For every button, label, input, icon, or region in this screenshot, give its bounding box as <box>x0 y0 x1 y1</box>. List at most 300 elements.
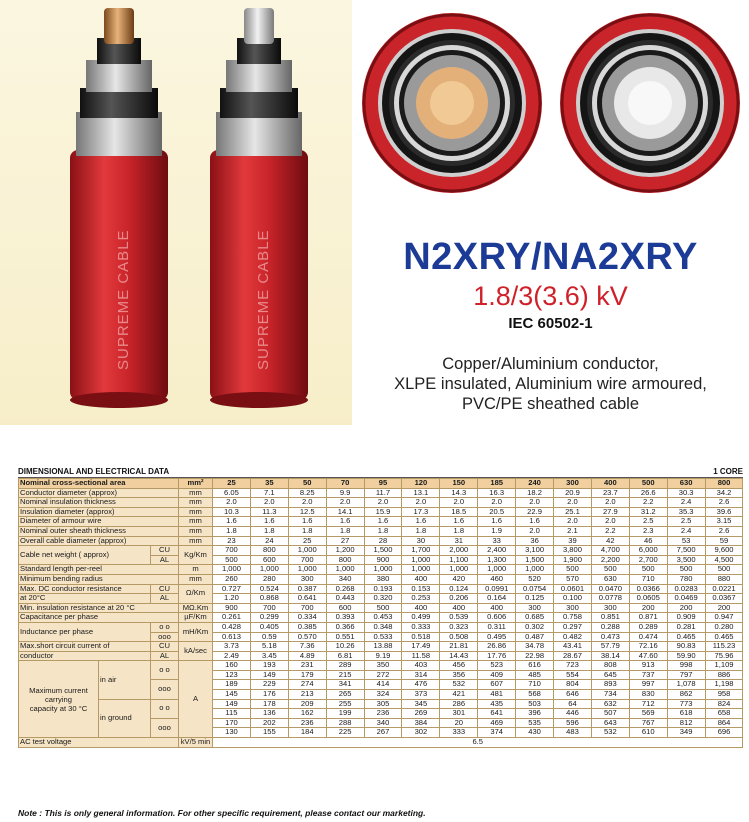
value-cell: 780 <box>667 574 705 584</box>
value-cell: 862 <box>667 690 705 700</box>
value-cell: 800 <box>250 546 288 556</box>
value-cell: 155 <box>250 728 288 738</box>
value-cell: 149 <box>250 670 288 680</box>
row-label: Nominal cross-sectional area <box>19 479 179 489</box>
size-header-cell: 150 <box>440 479 478 489</box>
unit-cell: m <box>179 565 213 575</box>
value-cell: 997 <box>629 680 667 690</box>
value-cell: 481 <box>478 690 516 700</box>
value-cell: 456 <box>440 661 478 671</box>
value-cell: 773 <box>667 699 705 709</box>
value-cell: 1.9 <box>478 526 516 536</box>
product-standard: IEC 60502-1 <box>508 315 593 332</box>
value-cell: 2.0 <box>591 517 629 527</box>
value-cell: 485 <box>516 670 554 680</box>
value-cell: 9.19 <box>364 651 402 661</box>
row-label: Inductance per phase <box>19 622 151 641</box>
value-cell: 59 <box>705 536 743 546</box>
value-cell: 2.0 <box>591 498 629 508</box>
row-label: Conductor diameter (approx) <box>19 488 179 498</box>
value-cell: 14.1 <box>326 507 364 517</box>
value-cell: 400 <box>478 603 516 613</box>
cable-photo-panel <box>0 0 352 425</box>
value-cell: 28.67 <box>554 651 592 661</box>
value-cell: 767 <box>629 718 667 728</box>
value-cell: 0.606 <box>478 613 516 623</box>
value-cell: 64 <box>554 699 592 709</box>
value-cell: 403 <box>402 661 440 671</box>
description-line: Copper/Aluminium conductor, <box>442 355 659 373</box>
value-cell: 0.288 <box>591 622 629 632</box>
value-cell: 523 <box>478 661 516 671</box>
copper-cross-section <box>362 13 542 193</box>
value-cell: 1,300 <box>478 555 516 565</box>
size-header-cell: 800 <box>705 479 743 489</box>
value-cell: 880 <box>705 574 743 584</box>
value-cell: 0.206 <box>440 594 478 604</box>
unit-cell: mm <box>179 574 213 584</box>
value-cell: 0.0366 <box>629 584 667 594</box>
value-cell: 2.4 <box>667 498 705 508</box>
value-cell: 0.393 <box>326 613 364 623</box>
value-cell: 532 <box>440 680 478 690</box>
value-cell: 149 <box>213 699 251 709</box>
value-cell: 1.6 <box>440 517 478 527</box>
value-cell: 35.3 <box>667 507 705 517</box>
value-cell: 900 <box>213 603 251 613</box>
value-cell: 2.0 <box>250 498 288 508</box>
value-cell: 700 <box>288 603 326 613</box>
value-cell: 658 <box>705 709 743 719</box>
value-cell: 59.90 <box>667 651 705 661</box>
value-cell: 115.23 <box>705 642 743 652</box>
value-cell: 213 <box>288 690 326 700</box>
value-cell: 2.0 <box>326 498 364 508</box>
value-cell: 333 <box>440 728 478 738</box>
value-cell: 3.73 <box>213 642 251 652</box>
value-cell: 0.311 <box>478 622 516 632</box>
value-cell: 31.2 <box>629 507 667 517</box>
value-cell: 115 <box>213 709 251 719</box>
formation-flat-icon: o o <box>151 622 179 632</box>
value-cell: 2.0 <box>402 498 440 508</box>
value-cell: 123 <box>213 670 251 680</box>
value-cell: 136 <box>250 709 288 719</box>
value-cell: 17.76 <box>478 651 516 661</box>
table-row <box>19 546 743 556</box>
value-cell: 2.49 <box>213 651 251 661</box>
value-cell: 272 <box>364 670 402 680</box>
table-row <box>19 661 743 671</box>
value-cell: 808 <box>591 661 629 671</box>
value-cell: 200 <box>705 603 743 613</box>
value-cell: 800 <box>326 555 364 565</box>
value-cell: 14.3 <box>440 488 478 498</box>
value-cell: 1,000 <box>364 565 402 575</box>
value-cell: 0.641 <box>288 594 326 604</box>
value-cell: 193 <box>250 661 288 671</box>
product-title-block <box>352 235 749 414</box>
value-cell: 500 <box>213 555 251 565</box>
value-cell: 0.297 <box>554 622 592 632</box>
table-row <box>19 622 743 632</box>
value-cell: 229 <box>250 680 288 690</box>
size-header-cell: 240 <box>516 479 554 489</box>
value-cell: 22.9 <box>516 507 554 517</box>
row-label: Min. insulation resistance at 20 °C <box>19 603 179 613</box>
value-cell: 600 <box>250 555 288 565</box>
value-cell: 17.49 <box>402 642 440 652</box>
value-cell: 0.0283 <box>667 584 705 594</box>
value-cell: 2.2 <box>629 498 667 508</box>
value-cell: 824 <box>705 699 743 709</box>
value-cell: 500 <box>705 565 743 575</box>
value-cell: 0.193 <box>364 584 402 594</box>
value-cell: 3,800 <box>554 546 592 556</box>
value-cell: 0.59 <box>250 632 288 642</box>
value-cell: 1.6 <box>288 517 326 527</box>
value-cell: 0.868 <box>250 594 288 604</box>
value-cell: 2.4 <box>667 526 705 536</box>
value-cell: 9.9 <box>326 488 364 498</box>
value-cell: 400 <box>402 574 440 584</box>
value-cell: 0.758 <box>554 613 592 623</box>
material-cell: AL <box>151 594 179 604</box>
value-cell: 1,000 <box>213 565 251 575</box>
value-cell: 1,000 <box>516 565 554 575</box>
value-cell: 0.0470 <box>591 584 629 594</box>
value-cell: 340 <box>364 718 402 728</box>
value-cell: 0.495 <box>478 632 516 642</box>
value-cell: 26.6 <box>629 488 667 498</box>
value-cell: 27 <box>326 536 364 546</box>
value-cell: 324 <box>364 690 402 700</box>
size-header-cell: 120 <box>402 479 440 489</box>
value-cell: 469 <box>478 718 516 728</box>
value-cell: 12.5 <box>288 507 326 517</box>
value-cell: 236 <box>288 718 326 728</box>
value-cell: 2.0 <box>364 498 402 508</box>
value-cell: 0.428 <box>213 622 251 632</box>
aluminium-cable-figure <box>210 8 308 408</box>
value-cell: 0.727 <box>213 584 251 594</box>
value-cell: 0.385 <box>288 622 326 632</box>
unit-cell: MΩ.Km <box>179 603 213 613</box>
value-cell: 421 <box>440 690 478 700</box>
value-cell: 0.551 <box>326 632 364 642</box>
value-cell: 1.8 <box>440 526 478 536</box>
cross-section-illustrations <box>352 0 749 230</box>
value-cell: 7.1 <box>250 488 288 498</box>
unit-cell: kA/sec <box>179 642 213 661</box>
value-cell: 225 <box>326 728 364 738</box>
value-cell: 507 <box>591 709 629 719</box>
value-cell: 200 <box>629 603 667 613</box>
formation-flat-icon: o o <box>151 661 179 680</box>
value-cell: 2,400 <box>478 546 516 556</box>
description-line: PVC/PE sheathed cable <box>461 395 640 413</box>
value-cell: 2.0 <box>516 526 554 536</box>
value-cell: 734 <box>591 690 629 700</box>
size-header-cell: 500 <box>629 479 667 489</box>
value-cell: 1,100 <box>440 555 478 565</box>
value-cell: 0.0601 <box>554 584 592 594</box>
value-cell: 2.6 <box>705 498 743 508</box>
value-cell: 0.499 <box>402 613 440 623</box>
value-cell: 6.81 <box>326 651 364 661</box>
value-cell: 36 <box>516 536 554 546</box>
value-cell: 21.81 <box>440 642 478 652</box>
value-cell: 696 <box>705 728 743 738</box>
value-cell: 269 <box>402 709 440 719</box>
formation-trefoil-icon: ooo <box>151 632 179 642</box>
unit-cell: mm <box>179 507 213 517</box>
value-cell: 0.851 <box>591 613 629 623</box>
value-cell: 569 <box>629 709 667 719</box>
unit-cell: mm <box>179 536 213 546</box>
value-cell: 893 <box>591 680 629 690</box>
size-header-cell: 630 <box>667 479 705 489</box>
value-cell: 13.1 <box>402 488 440 498</box>
value-cell: 10.3 <box>213 507 251 517</box>
row-label: Insulation diameter (approx) <box>19 507 179 517</box>
value-cell: 1.6 <box>250 517 288 527</box>
value-cell: 0.348 <box>364 622 402 632</box>
unit-cell: mH/Km <box>179 622 213 641</box>
row-label: at 20°C <box>19 594 151 604</box>
size-header-cell: 400 <box>591 479 629 489</box>
value-cell: 1,500 <box>364 546 402 556</box>
value-cell: 1,200 <box>326 546 364 556</box>
value-cell: 1.8 <box>213 526 251 536</box>
value-cell: 265 <box>326 690 364 700</box>
value-cell: 11.3 <box>250 507 288 517</box>
value-cell: 500 <box>591 565 629 575</box>
value-cell: 998 <box>667 661 705 671</box>
value-cell: 289 <box>326 661 364 671</box>
value-cell: 632 <box>591 699 629 709</box>
row-label: Max.short circuit current of <box>19 642 151 652</box>
value-cell: 0.0367 <box>705 594 743 604</box>
value-cell: 710 <box>629 574 667 584</box>
value-cell: 1,000 <box>250 565 288 575</box>
table-row <box>19 574 743 584</box>
row-label: AC test voltage <box>19 738 179 748</box>
value-cell: 0.333 <box>402 622 440 632</box>
value-cell: 476 <box>402 680 440 690</box>
value-cell: 0.465 <box>705 632 743 642</box>
value-cell: 0.323 <box>440 622 478 632</box>
value-cell: 90.83 <box>667 642 705 652</box>
value-cell: 0.473 <box>591 632 629 642</box>
value-cell: 200 <box>667 603 705 613</box>
value-cell: 700 <box>288 555 326 565</box>
value-cell: 0.320 <box>364 594 402 604</box>
material-cell: CU <box>151 584 179 594</box>
value-cell: 373 <box>402 690 440 700</box>
value-cell: 500 <box>629 565 667 575</box>
install-condition-label: in ground <box>99 699 151 737</box>
footnote: Note : This is only general information. For other specific requirement, please contact our marketing. <box>18 808 426 818</box>
material-cell: CU <box>151 546 179 556</box>
value-cell: 0.387 <box>288 584 326 594</box>
value-cell: 2,200 <box>591 555 629 565</box>
value-cell: 28 <box>364 536 402 546</box>
product-description <box>352 354 749 414</box>
value-cell: 0.474 <box>629 632 667 642</box>
capacity-label-line: Maximum current <box>29 685 88 695</box>
value-cell: 2.2 <box>591 526 629 536</box>
value-cell: 0.281 <box>667 622 705 632</box>
row-label: Max. DC conductor resistance <box>19 584 151 594</box>
value-cell: 26.86 <box>478 642 516 652</box>
value-cell: 0.613 <box>213 632 251 642</box>
row-label: conductor <box>19 651 151 661</box>
value-cell: 34.78 <box>516 642 554 652</box>
unit-cell: µF/Km <box>179 613 213 623</box>
value-cell: 2.0 <box>554 498 592 508</box>
value-cell: 500 <box>554 565 592 575</box>
value-cell: 797 <box>667 670 705 680</box>
value-cell: 24 <box>250 536 288 546</box>
row-label: Minimum bending radius <box>19 574 179 584</box>
value-cell: 25.1 <box>554 507 592 517</box>
cable-print-aluminium: SUPREME CABLE <box>255 229 272 370</box>
table-row <box>19 565 743 575</box>
value-cell: 2.3 <box>629 526 667 536</box>
value-cell: 33 <box>478 536 516 546</box>
value-cell: 4.89 <box>288 651 326 661</box>
value-cell: 162 <box>288 709 326 719</box>
value-cell: 25 <box>288 536 326 546</box>
value-cell: 0.124 <box>440 584 478 594</box>
value-cell: 600 <box>326 603 364 613</box>
aluminium-cross-section <box>560 13 740 193</box>
value-cell: 570 <box>554 574 592 584</box>
value-cell: 1.8 <box>402 526 440 536</box>
value-cell: 42 <box>591 536 629 546</box>
table-row <box>19 584 743 594</box>
table-row <box>19 651 743 661</box>
value-cell: 30 <box>402 536 440 546</box>
value-cell: 0.0754 <box>516 584 554 594</box>
value-cell: 20.9 <box>554 488 592 498</box>
value-cell: 0.0605 <box>629 594 667 604</box>
value-cell: 255 <box>326 699 364 709</box>
value-cell: 3.15 <box>705 517 743 527</box>
install-condition-label: in air <box>99 661 151 699</box>
row-label: Nominal insulation thickness <box>19 498 179 508</box>
row-label: Nominal outer sheath thickness <box>19 526 179 536</box>
value-cell: 15.9 <box>364 507 402 517</box>
value-cell: 0.487 <box>516 632 554 642</box>
value-cell: 23.7 <box>591 488 629 498</box>
value-cell: 414 <box>364 680 402 690</box>
value-cell: 616 <box>516 661 554 671</box>
value-cell: 700 <box>213 546 251 556</box>
value-cell: 0.100 <box>554 594 592 604</box>
table-row <box>19 526 743 536</box>
value-cell: 4,500 <box>705 555 743 565</box>
unit-cell: A <box>179 661 213 738</box>
capacity-label-line: capacity at 30 °C <box>29 703 88 713</box>
formation-flat-icon: o o <box>151 699 179 718</box>
table-row <box>19 738 743 748</box>
size-header-cell: 50 <box>288 479 326 489</box>
value-cell: 1,000 <box>478 565 516 575</box>
value-cell: 0.539 <box>440 613 478 623</box>
value-cell: 409 <box>478 670 516 680</box>
spec-table-header <box>18 466 743 478</box>
unit-cell: Kg/Km <box>179 546 213 565</box>
value-cell: 9,600 <box>705 546 743 556</box>
unit-cell: mm <box>179 498 213 508</box>
value-cell: 384 <box>402 718 440 728</box>
value-cell: 1,000 <box>402 565 440 575</box>
table-row <box>19 699 743 709</box>
value-cell: 1.6 <box>213 517 251 527</box>
value-cell: 2.0 <box>288 498 326 508</box>
value-cell: 4,700 <box>591 546 629 556</box>
value-cell: 286 <box>440 699 478 709</box>
value-cell: 5.18 <box>250 642 288 652</box>
value-cell: 0.508 <box>440 632 478 642</box>
value-cell: 53 <box>667 536 705 546</box>
value-cell: 176 <box>250 690 288 700</box>
value-cell: 0.405 <box>250 622 288 632</box>
value-cell: 6,000 <box>629 546 667 556</box>
value-cell: 1.8 <box>364 526 402 536</box>
value-cell: 8.25 <box>288 488 326 498</box>
value-cell: 460 <box>478 574 516 584</box>
value-cell: 0.685 <box>516 613 554 623</box>
value-cell: 356 <box>440 670 478 680</box>
value-cell: 420 <box>440 574 478 584</box>
value-cell: 2.5 <box>629 517 667 527</box>
value-cell: 0.871 <box>629 613 667 623</box>
value-cell: 215 <box>326 670 364 680</box>
product-model: N2XRY/NA2XRY <box>403 236 698 278</box>
value-cell: 503 <box>516 699 554 709</box>
size-header-cell: 95 <box>364 479 402 489</box>
value-cell: 554 <box>554 670 592 680</box>
value-cell: 712 <box>629 699 667 709</box>
value-cell: 400 <box>440 603 478 613</box>
value-cell: 11.58 <box>402 651 440 661</box>
value-cell: 400 <box>402 603 440 613</box>
value-cell: 2.0 <box>213 498 251 508</box>
core-count: 1 CORE <box>713 467 743 476</box>
value-cell: 804 <box>554 680 592 690</box>
table-row <box>19 613 743 623</box>
value-cell: 483 <box>554 728 592 738</box>
value-cell: 500 <box>667 565 705 575</box>
unit-cell: Ω/Km <box>179 584 213 603</box>
cable-illustration <box>0 0 352 425</box>
value-cell: 646 <box>554 690 592 700</box>
value-cell: 1.6 <box>402 517 440 527</box>
value-cell: 2.0 <box>554 517 592 527</box>
value-cell: 72.16 <box>629 642 667 652</box>
value-cell: 1.8 <box>250 526 288 536</box>
value-cell: 16.3 <box>478 488 516 498</box>
table-row <box>19 536 743 546</box>
value-cell: 1,000 <box>288 565 326 575</box>
value-cell: 6.05 <box>213 488 251 498</box>
value-cell: 199 <box>326 709 364 719</box>
value-cell: 17.3 <box>402 507 440 517</box>
value-cell: 274 <box>288 680 326 690</box>
